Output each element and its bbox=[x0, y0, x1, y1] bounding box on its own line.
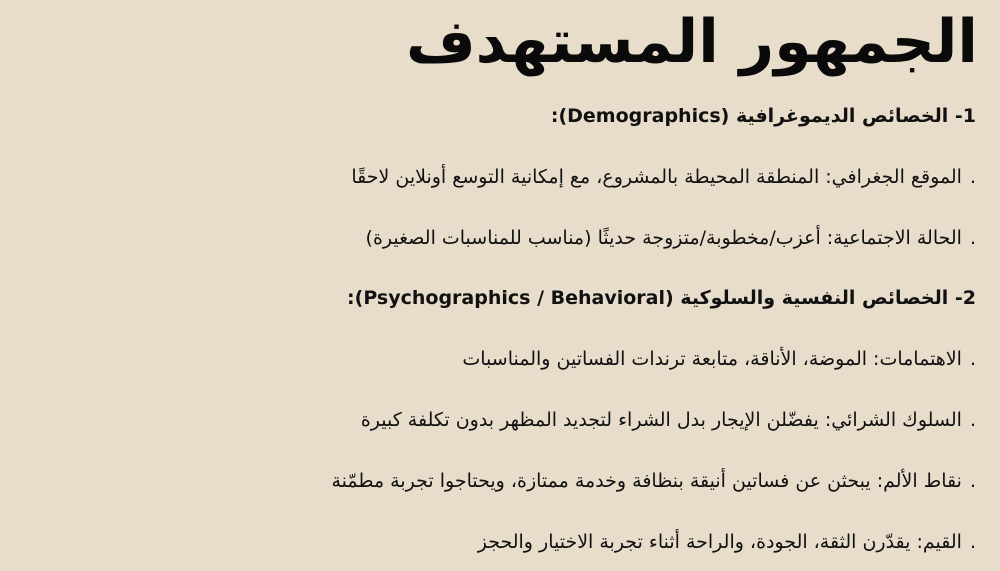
section-heading-demographics: 1- الخصائص الديموغرافية (Demographics): bbox=[550, 105, 976, 127]
list-item-text: نقاط الألم: يبحثن عن فساتين أنيقة بنظافة وخدمة ممتازة، ويحتاجوا تجربة مطمّنة bbox=[331, 470, 962, 492]
bullet-dot: . bbox=[969, 409, 976, 431]
list-item bbox=[351, 161, 976, 193]
list-item-text: القيم: يقدّرن الثقة، الجودة، والراحة أثناء تجربة الاختيار والحجز bbox=[477, 531, 962, 553]
section-heading-psychographics: 2- الخصائص النفسية والسلوكية (Psychographics / Behavioral): bbox=[347, 287, 976, 309]
bullet-dot: . bbox=[969, 348, 976, 370]
list-item bbox=[478, 526, 976, 558]
page-title: الجمهور المستهدف bbox=[405, 7, 978, 77]
list-item bbox=[462, 343, 976, 375]
list-item-text: الموقع الجغرافي: المنطقة المحيطة بالمشروع، مع إمكانية التوسع أونلاين لاحقًا bbox=[351, 166, 962, 188]
list-item bbox=[366, 222, 976, 254]
list-item bbox=[361, 404, 976, 436]
list-item-text: الحالة الاجتماعية: أعزب/مخطوبة/متزوجة حديثًا (مناسب للمناسبات الصغيرة) bbox=[365, 227, 962, 249]
list-item-text: الاهتمامات: الموضة، الأناقة، متابعة ترندات الفساتين والمناسبات bbox=[462, 348, 962, 370]
list-item bbox=[331, 465, 976, 497]
bullet-dot: . bbox=[969, 470, 976, 492]
list-item-text: السلوك الشرائي: يفضّلن الإيجار بدل الشراء لتجديد المظهر بدون تكلفة كبيرة bbox=[360, 409, 962, 431]
bullet-dot: . bbox=[969, 227, 976, 249]
bullet-dot: . bbox=[969, 166, 976, 188]
bullet-dot: . bbox=[969, 531, 976, 553]
